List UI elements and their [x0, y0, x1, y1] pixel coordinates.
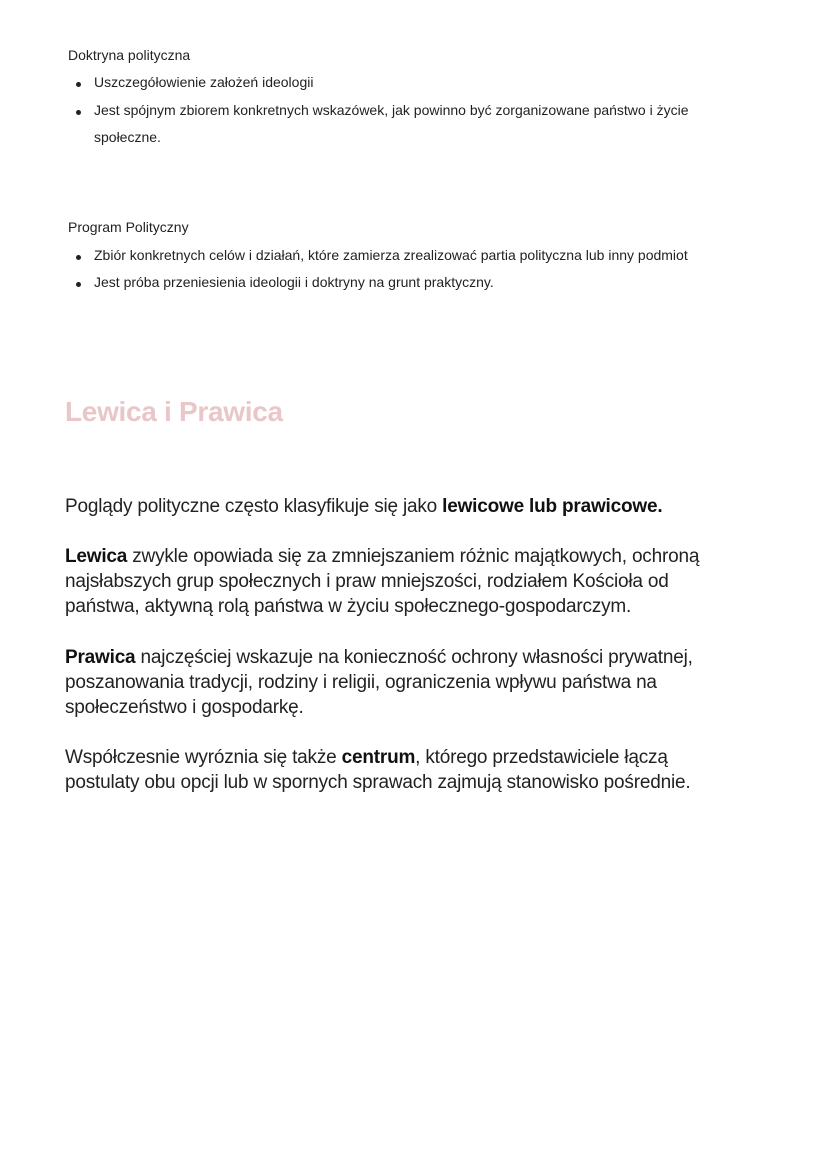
text-run: społeczeństwo i gospodarkę.	[65, 697, 304, 718]
bullet-icon	[76, 255, 81, 260]
section-heading: Lewica i Prawica	[65, 396, 283, 427]
bold-text: Lewica	[65, 546, 128, 567]
text-run: poszanowania tradycji, rodziny i religii, ograniczenia wpływu państwa na	[65, 672, 657, 693]
text-run: Poglądy polityczne często klasyfikuje się jako	[65, 496, 443, 517]
paragraph-line	[65, 594, 699, 619]
text-run: najsłabszych grup społecznych i praw mniejszości, rodziałem Kościoła od	[65, 571, 669, 592]
program-title: Program Polityczny	[68, 219, 189, 235]
list-item-text: Jest spójnym zbiorem konkretnych wskazówek, jak powinno być zorganizowane państwo i życie	[94, 102, 689, 118]
text-run: postulaty obu opcji lub w spornych sprawach zajmują stanowisko pośrednie.	[65, 772, 691, 793]
paragraph-intro	[65, 494, 662, 519]
text-run: państwa, aktywną rolą państwa w życiu społecznego-gospodarczym.	[65, 596, 632, 617]
paragraph-line	[65, 745, 690, 770]
paragraph-lewica	[65, 544, 699, 619]
paragraph-prawica	[65, 645, 693, 720]
doktryna-title: Doktryna polityczna	[68, 47, 191, 63]
list-item-text: Zbiór konkretnych celów i działań, które zamierza zrealizować partia polityczna lub inny podmiot	[94, 247, 688, 263]
bold-text: lewicowe lub prawicowe.	[442, 496, 663, 517]
text-run: Współczesnie wyróznia się także	[65, 747, 342, 768]
list-item-text: Jest próba przeniesienia ideologii i doktryny na grunt praktyczny.	[94, 274, 494, 290]
paragraph-line	[65, 494, 662, 519]
bold-text: centrum	[341, 747, 416, 768]
paragraph-line	[65, 569, 699, 594]
paragraph-centrum	[65, 745, 690, 795]
text-run: zwykle opowiada się za zmniejszaniem różnic majątkowych, ochroną	[127, 546, 700, 567]
bullet-icon	[76, 82, 81, 87]
list-item-text: Uszczegółowienie założeń ideologii	[94, 74, 314, 90]
text-run: , którego przedstawiciele łączą	[415, 747, 668, 768]
paragraph-line	[65, 770, 690, 795]
bullet-icon	[76, 110, 81, 115]
text-run: najczęściej wskazuje na konieczność ochrony własności prywatnej,	[135, 647, 693, 668]
paragraph-line	[65, 544, 699, 569]
list-item-text: społeczne.	[94, 129, 161, 145]
paragraph-line	[65, 645, 693, 670]
paragraph-line	[65, 670, 693, 695]
paragraph-line	[65, 695, 693, 720]
bold-text: Prawica	[65, 647, 136, 668]
bullet-icon	[76, 282, 81, 287]
